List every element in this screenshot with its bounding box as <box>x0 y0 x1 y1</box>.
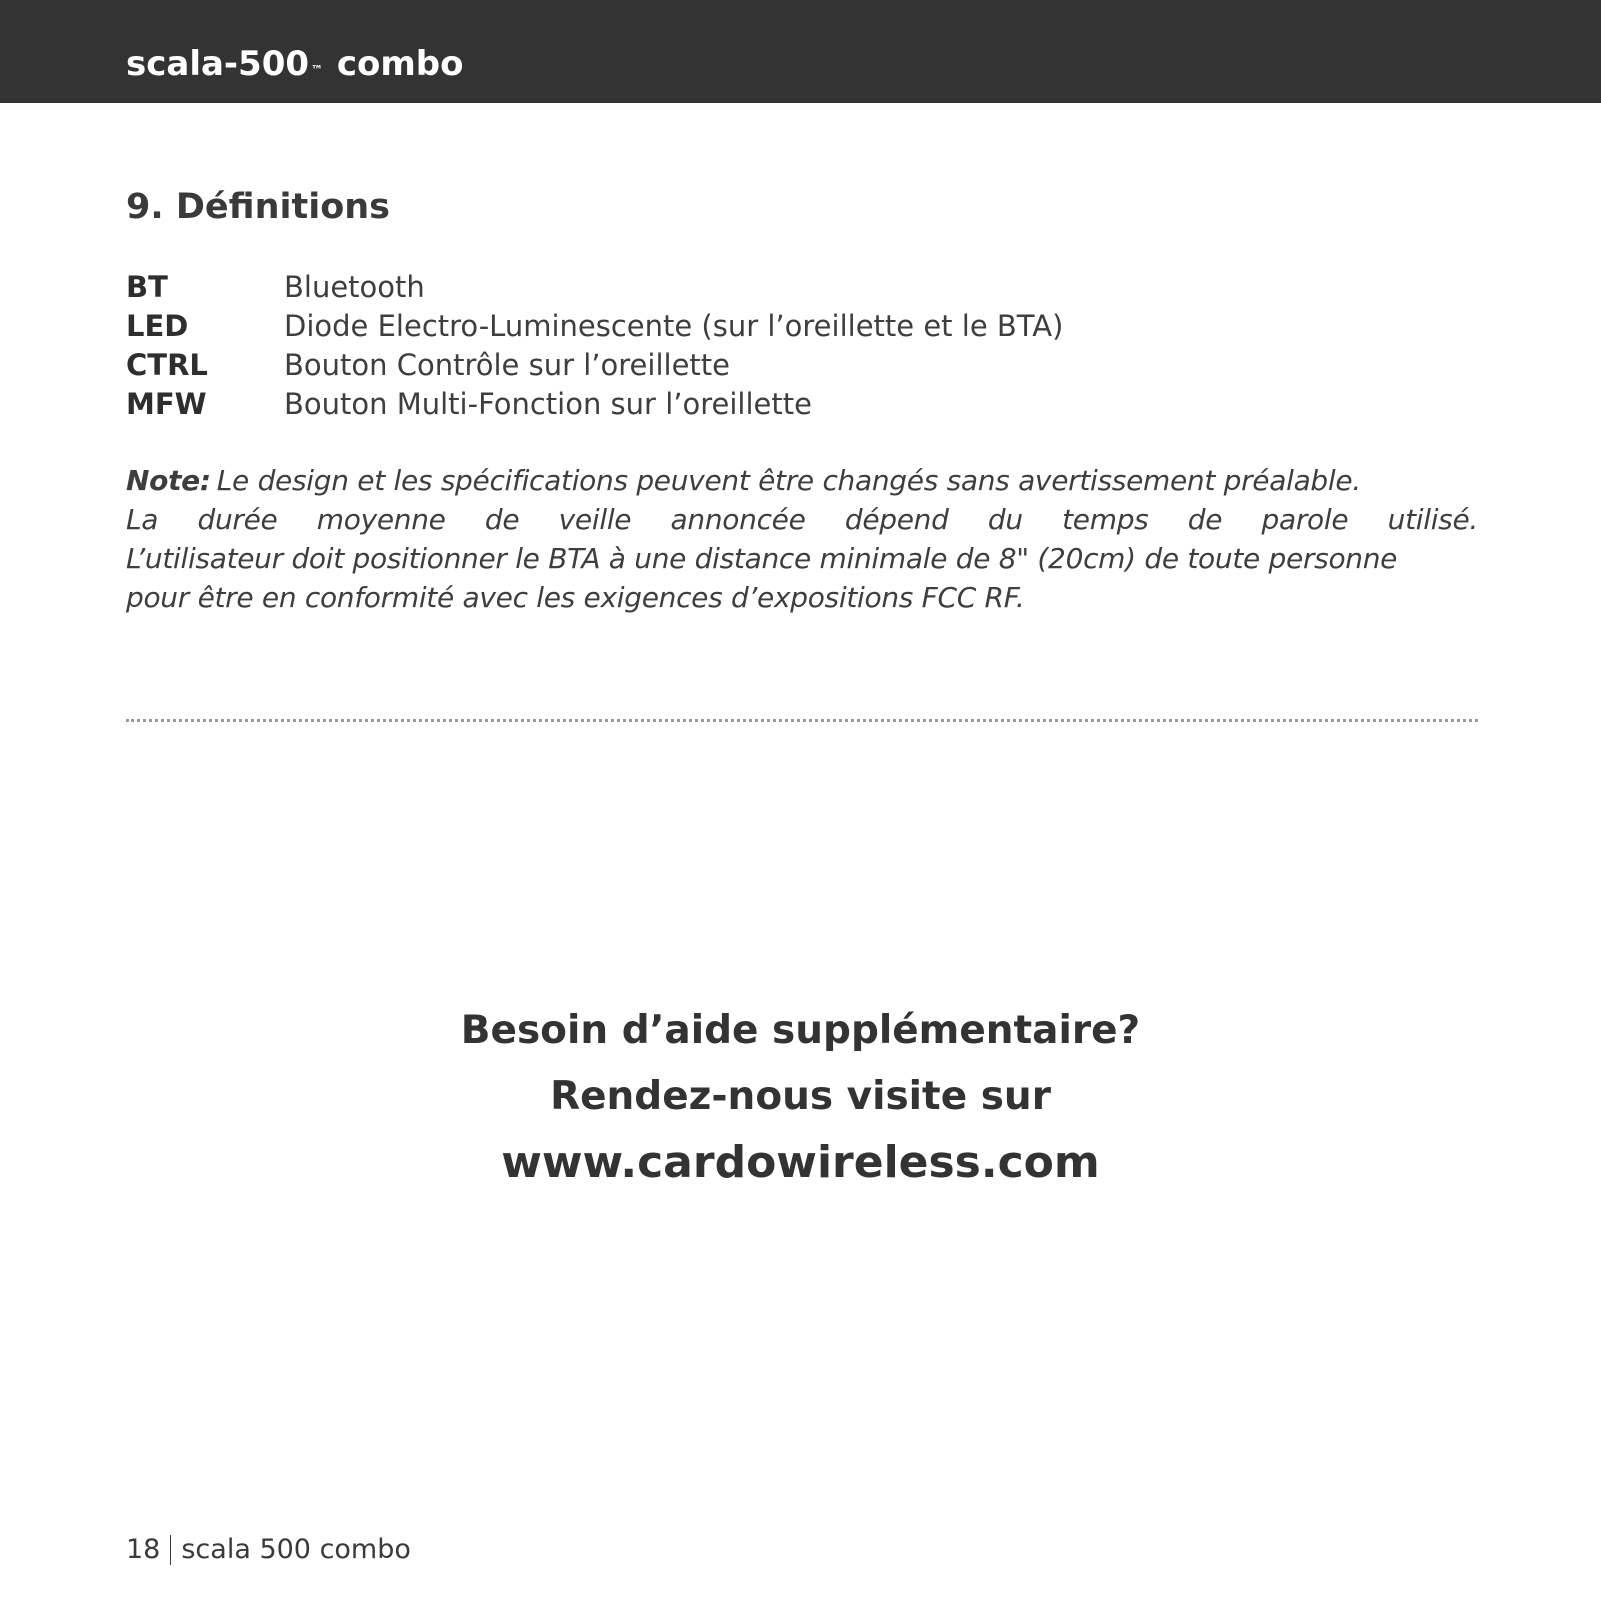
definitions-list <box>126 267 1063 423</box>
page-number: 18 <box>126 1534 161 1565</box>
header-bar <box>0 0 1601 103</box>
note-label: Note: <box>126 464 211 497</box>
help-block <box>0 998 1601 1196</box>
header-suffix: combo <box>336 44 464 84</box>
definition-description: Diode Electro-Luminescente (sur l’oreillette et le BTA) <box>284 308 1064 343</box>
definition-term: CTRL <box>126 347 208 382</box>
definition-term: MFW <box>126 386 207 421</box>
note-line: La durée moyenne de veille annoncée dépend du temps de parole utilisé. <box>126 503 1478 536</box>
note-line: L’utilisateur doit positionner le BTA à une distance minimale de 8" (20cm) de toute personne <box>126 542 1398 575</box>
dotted-divider <box>126 719 1478 722</box>
footer-product: scala 500 combo <box>181 1534 411 1565</box>
section-title: 9. Définitions <box>126 187 391 227</box>
definition-description: Bluetooth <box>284 269 425 304</box>
definition-row <box>126 345 1063 384</box>
definition-description: Bouton Multi-Fonction sur l’oreillette <box>284 386 812 421</box>
definition-row <box>126 267 1063 306</box>
definition-row <box>126 384 1063 423</box>
website-link[interactable]: www.cardowireless.com <box>501 1137 1100 1188</box>
note-line <box>126 461 1478 500</box>
help-visit-text: Rendez-nous visite sur <box>550 1074 1051 1119</box>
note-text: Le design et les spécifications peuvent être changés sans avertissement préalable. <box>216 464 1361 497</box>
header-title <box>126 42 464 86</box>
definition-term: LED <box>126 308 189 343</box>
header-notch <box>0 103 64 105</box>
definition-row <box>126 306 1063 345</box>
help-question: Besoin d’aide supplémentaire? <box>460 1008 1141 1053</box>
header-product: scala-500 <box>126 44 310 84</box>
footer-separator <box>170 1535 171 1565</box>
page-footer <box>126 1532 411 1568</box>
trademark-symbol: ™ <box>311 63 324 77</box>
definition-description: Bouton Contrôle sur l’oreillette <box>284 347 730 382</box>
note-line: pour être en conformité avec les exigences d’expositions FCC RF. <box>126 581 1025 614</box>
note-paragraph <box>126 461 1478 617</box>
definition-term: BT <box>126 269 168 304</box>
